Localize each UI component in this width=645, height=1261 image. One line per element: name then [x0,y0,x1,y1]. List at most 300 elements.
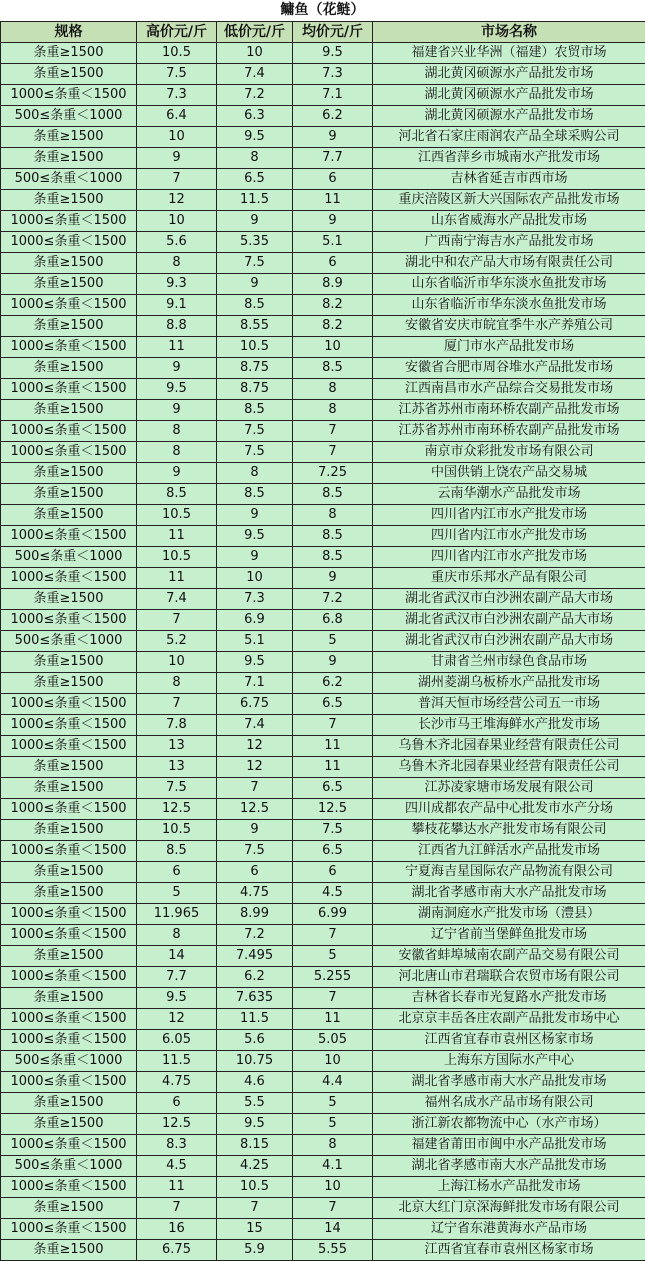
col-header-high-price: 高价元/斤 [137,22,217,43]
cell-spec: 条重≥1500 [1,1198,137,1219]
table-row [1,1072,645,1093]
cell-market: 湖北省武汉市白沙洲农副产品大市场 [373,589,645,610]
cell-high-price: 9.5 [137,988,217,1009]
cell-spec: 1000≤条重＜1500 [1,694,137,715]
cell-low-price: 7.495 [217,946,293,967]
cell-market: 湖北省武汉市白沙洲农副产品大市场 [373,610,645,631]
cell-market: 重庆市乐邦水产品有限公司 [373,568,645,589]
cell-low-price: 7.5 [217,442,293,463]
cell-high-price: 10.5 [137,43,217,64]
cell-avg-price: 6.99 [293,904,373,925]
cell-low-price: 6.9 [217,610,293,631]
table-row [1,988,645,1009]
cell-high-price: 12 [137,190,217,211]
cell-high-price: 5.6 [137,232,217,253]
cell-high-price: 7.3 [137,85,217,106]
cell-market: 北京京丰岳各庄农副产品批发市场中心 [373,1009,645,1030]
table-row [1,1114,645,1135]
cell-avg-price: 4.5 [293,883,373,904]
cell-market: 安徽省合肥市周谷堆水产品批发市场 [373,358,645,379]
cell-low-price: 9 [217,274,293,295]
cell-market: 河北唐山市君瑞联合农贸市场有限公司 [373,967,645,988]
cell-market: 湖北黄冈硕源水产品批发市场 [373,85,645,106]
cell-spec: 条重≥1500 [1,358,137,379]
cell-low-price: 8.75 [217,358,293,379]
cell-avg-price: 5 [293,1093,373,1114]
cell-high-price: 4.5 [137,1156,217,1177]
cell-avg-price: 5 [293,1114,373,1135]
cell-market: 吉林省长春市光复路水产批发市场 [373,988,645,1009]
cell-low-price: 7.2 [217,85,293,106]
cell-avg-price: 11 [293,1009,373,1030]
cell-high-price: 9.5 [137,379,217,400]
table-row [1,295,645,316]
cell-spec: 1000≤条重＜1500 [1,442,137,463]
cell-low-price: 12 [217,757,293,778]
cell-market: 湖北黄冈硕源水产品批发市场 [373,106,645,127]
table-row [1,841,645,862]
table-row [1,400,645,421]
table-row [1,190,645,211]
cell-spec: 1000≤条重＜1500 [1,295,137,316]
cell-avg-price: 6.5 [293,694,373,715]
cell-high-price: 11.5 [137,1051,217,1072]
cell-avg-price: 6.5 [293,778,373,799]
cell-low-price: 5.6 [217,1030,293,1051]
cell-market: 宁夏海吉星国际农产品物流有限公司 [373,862,645,883]
cell-market: 山东省临沂市华东淡水鱼批发市场 [373,295,645,316]
cell-low-price: 8.5 [217,484,293,505]
cell-avg-price: 8.9 [293,274,373,295]
cell-avg-price: 7 [293,421,373,442]
cell-market: 江西省宜春市袁州区杨家市场 [373,1030,645,1051]
cell-low-price: 10.5 [217,337,293,358]
table-row [1,484,645,505]
cell-spec: 条重≥1500 [1,1093,137,1114]
cell-low-price: 9.5 [217,127,293,148]
cell-market: 湖北黄冈硕源水产品批发市场 [373,64,645,85]
cell-market: 湖北省孝感市南大水产品批发市场 [373,1072,645,1093]
table-row [1,232,645,253]
cell-low-price: 9.5 [217,1114,293,1135]
cell-avg-price: 11 [293,757,373,778]
cell-avg-price: 7 [293,925,373,946]
cell-high-price: 10.5 [137,820,217,841]
cell-low-price: 5.5 [217,1093,293,1114]
cell-low-price: 7.5 [217,421,293,442]
cell-low-price: 7.4 [217,715,293,736]
cell-high-price: 8 [137,421,217,442]
cell-avg-price: 8.5 [293,484,373,505]
table-body [1,43,645,1261]
table-row [1,148,645,169]
cell-market: 厦门市水产品批发市场 [373,337,645,358]
table-row [1,610,645,631]
table-row [1,463,645,484]
cell-avg-price: 5.55 [293,1240,373,1261]
cell-market: 福建省莆田市闽中水产品批发市场 [373,1135,645,1156]
cell-high-price: 9.1 [137,295,217,316]
cell-low-price: 7 [217,778,293,799]
cell-high-price: 7.7 [137,967,217,988]
cell-high-price: 8 [137,253,217,274]
cell-low-price: 7.5 [217,841,293,862]
cell-spec: 1000≤条重＜1500 [1,85,137,106]
table-row [1,106,645,127]
cell-spec: 条重≥1500 [1,820,137,841]
cell-avg-price: 7.5 [293,820,373,841]
cell-spec: 条重≥1500 [1,484,137,505]
cell-high-price: 7 [137,169,217,190]
cell-high-price: 13 [137,757,217,778]
cell-avg-price: 9.5 [293,43,373,64]
table-row [1,1240,645,1261]
cell-spec: 条重≥1500 [1,946,137,967]
table-row [1,1009,645,1030]
cell-spec: 1000≤条重＜1500 [1,967,137,988]
cell-market: 江西南昌市水产品综合交易批发市场 [373,379,645,400]
cell-avg-price: 4.4 [293,1072,373,1093]
table-row [1,967,645,988]
cell-market: 乌鲁木齐北园春果业经营有限责任公司 [373,757,645,778]
cell-market: 江西省萍乡市城南水产批发市场 [373,148,645,169]
cell-market: 甘肃省兰州市绿色食品市场 [373,652,645,673]
cell-market: 湖北中和农产品大市场有限责任公司 [373,253,645,274]
cell-avg-price: 8 [293,505,373,526]
cell-avg-price: 9 [293,211,373,232]
cell-high-price: 5 [137,883,217,904]
cell-spec: 条重≥1500 [1,505,137,526]
cell-avg-price: 7 [293,715,373,736]
cell-high-price: 6.05 [137,1030,217,1051]
cell-market: 江苏省苏州市南环桥农副产品批发市场 [373,421,645,442]
table-row [1,757,645,778]
table-row [1,43,645,64]
table-row [1,337,645,358]
cell-low-price: 8.55 [217,316,293,337]
cell-avg-price: 11 [293,736,373,757]
cell-high-price: 8.5 [137,484,217,505]
table-row [1,883,645,904]
table-row [1,1030,645,1051]
cell-high-price: 4.75 [137,1072,217,1093]
sheet-title: 鳙鱼（花鲢） [0,0,645,21]
cell-spec: 条重≥1500 [1,1114,137,1135]
cell-avg-price: 6.8 [293,610,373,631]
cell-high-price: 11 [137,526,217,547]
cell-low-price: 11.5 [217,1009,293,1030]
cell-high-price: 10.5 [137,505,217,526]
cell-high-price: 11 [137,1177,217,1198]
cell-avg-price: 8.2 [293,295,373,316]
cell-market: 普洱天恒市场经营公司五一市场 [373,694,645,715]
cell-low-price: 9 [217,547,293,568]
cell-low-price: 7.5 [217,253,293,274]
cell-market: 江西省宜春市袁州区杨家市场 [373,1240,645,1261]
cell-market: 四川省内江市水产批发市场 [373,526,645,547]
cell-high-price: 9 [137,400,217,421]
cell-market: 福州名成水产品市场有限公司 [373,1093,645,1114]
cell-spec: 1000≤条重＜1500 [1,799,137,820]
cell-market: 四川省内江市水产批发市场 [373,547,645,568]
cell-high-price: 8 [137,925,217,946]
cell-market: 广西南宁海吉水产品批发市场 [373,232,645,253]
table-row [1,1093,645,1114]
cell-low-price: 15 [217,1219,293,1240]
cell-avg-price: 7.2 [293,589,373,610]
cell-low-price: 5.1 [217,631,293,652]
cell-spec: 条重≥1500 [1,862,137,883]
cell-avg-price: 9 [293,652,373,673]
cell-spec: 1000≤条重＜1500 [1,232,137,253]
table-row [1,946,645,967]
cell-avg-price: 6.5 [293,841,373,862]
cell-spec: 条重≥1500 [1,148,137,169]
cell-spec: 条重≥1500 [1,253,137,274]
cell-avg-price: 8.5 [293,526,373,547]
cell-spec: 条重≥1500 [1,64,137,85]
cell-avg-price: 7 [293,442,373,463]
cell-market: 上海东方国际水产中心 [373,1051,645,1072]
cell-high-price: 10.5 [137,547,217,568]
cell-spec: 条重≥1500 [1,463,137,484]
cell-spec: 1000≤条重＜1500 [1,925,137,946]
cell-market: 四川省内江市水产批发市场 [373,505,645,526]
cell-low-price: 7 [217,1198,293,1219]
cell-low-price: 4.25 [217,1156,293,1177]
table-row [1,316,645,337]
cell-avg-price: 7.1 [293,85,373,106]
cell-spec: 1000≤条重＜1500 [1,337,137,358]
cell-avg-price: 8.2 [293,316,373,337]
cell-high-price: 7.4 [137,589,217,610]
table-row [1,1219,645,1240]
table-row [1,694,645,715]
cell-spec: 1000≤条重＜1500 [1,715,137,736]
cell-avg-price: 8 [293,379,373,400]
cell-avg-price: 11 [293,190,373,211]
cell-low-price: 12 [217,736,293,757]
cell-spec: 500≤条重＜1000 [1,1156,137,1177]
table-row [1,589,645,610]
cell-high-price: 10 [137,211,217,232]
cell-high-price: 8.8 [137,316,217,337]
cell-market: 辽宁省前当堡鲜鱼批发市场 [373,925,645,946]
table-row [1,904,645,925]
cell-high-price: 7 [137,1198,217,1219]
cell-avg-price: 5.1 [293,232,373,253]
cell-high-price: 11.965 [137,904,217,925]
cell-high-price: 9 [137,463,217,484]
col-header-low-price: 低价元/斤 [217,22,293,43]
cell-spec: 1000≤条重＜1500 [1,211,137,232]
cell-low-price: 5.9 [217,1240,293,1261]
cell-low-price: 6 [217,862,293,883]
table-row [1,820,645,841]
cell-avg-price: 7.3 [293,64,373,85]
table-row [1,1051,645,1072]
cell-high-price: 6 [137,1093,217,1114]
cell-high-price: 16 [137,1219,217,1240]
cell-low-price: 7.3 [217,589,293,610]
cell-spec: 500≤条重＜1000 [1,631,137,652]
cell-market: 中国供销上饶农产品交易城 [373,463,645,484]
cell-avg-price: 5 [293,946,373,967]
cell-spec: 条重≥1500 [1,190,137,211]
cell-low-price: 4.75 [217,883,293,904]
cell-spec: 条重≥1500 [1,1240,137,1261]
cell-high-price: 7.5 [137,778,217,799]
cell-spec: 条重≥1500 [1,400,137,421]
cell-high-price: 8 [137,442,217,463]
cell-spec: 1000≤条重＜1500 [1,904,137,925]
cell-low-price: 8 [217,463,293,484]
cell-low-price: 8.75 [217,379,293,400]
cell-low-price: 9 [217,820,293,841]
cell-low-price: 10 [217,43,293,64]
table-row [1,526,645,547]
col-header-spec: 规格 [1,22,137,43]
cell-low-price: 12.5 [217,799,293,820]
cell-high-price: 9 [137,358,217,379]
cell-spec: 条重≥1500 [1,274,137,295]
cell-avg-price: 10 [293,337,373,358]
table-row [1,379,645,400]
cell-market: 湖北省孝感市南大水产品批发市场 [373,1156,645,1177]
cell-spec: 条重≥1500 [1,757,137,778]
cell-low-price: 9 [217,211,293,232]
cell-low-price: 6.75 [217,694,293,715]
cell-high-price: 9.3 [137,274,217,295]
table-row [1,64,645,85]
cell-spec: 条重≥1500 [1,316,137,337]
cell-market: 云南华潮水产品批发市场 [373,484,645,505]
cell-low-price: 8.15 [217,1135,293,1156]
cell-market: 湖北省武汉市白沙洲农副产品大市场 [373,631,645,652]
cell-low-price: 9.5 [217,526,293,547]
cell-low-price: 8.99 [217,904,293,925]
cell-avg-price: 8.5 [293,547,373,568]
table-row [1,799,645,820]
cell-low-price: 7.635 [217,988,293,1009]
cell-spec: 1000≤条重＜1500 [1,1135,137,1156]
cell-high-price: 9 [137,148,217,169]
table-row [1,862,645,883]
cell-high-price: 6.75 [137,1240,217,1261]
cell-high-price: 11 [137,337,217,358]
cell-high-price: 12.5 [137,799,217,820]
cell-market: 重庆涪陵区新大兴国际农产品批发市场 [373,190,645,211]
table-row [1,211,645,232]
cell-avg-price: 10 [293,1051,373,1072]
cell-market: 湖南洞庭水产批发市场（澧县） [373,904,645,925]
table-row [1,274,645,295]
cell-spec: 500≤条重＜1000 [1,106,137,127]
cell-low-price: 9.5 [217,652,293,673]
cell-low-price: 7.1 [217,673,293,694]
cell-low-price: 6.5 [217,169,293,190]
table-row [1,1156,645,1177]
cell-spec: 1000≤条重＜1500 [1,736,137,757]
cell-low-price: 7.2 [217,925,293,946]
table-row [1,1177,645,1198]
cell-avg-price: 12.5 [293,799,373,820]
cell-high-price: 8.3 [137,1135,217,1156]
cell-spec: 1000≤条重＜1500 [1,1030,137,1051]
cell-market: 安徽省安庆市皖宜季牛水产养殖公司 [373,316,645,337]
cell-avg-price: 6 [293,862,373,883]
cell-low-price: 8 [217,148,293,169]
cell-spec: 1000≤条重＜1500 [1,1009,137,1030]
cell-spec: 500≤条重＜1000 [1,169,137,190]
cell-spec: 500≤条重＜1000 [1,547,137,568]
cell-market: 江西省九江鲜活水产品批发市场 [373,841,645,862]
cell-avg-price: 7 [293,988,373,1009]
cell-spec: 1000≤条重＜1500 [1,526,137,547]
cell-avg-price: 8.5 [293,358,373,379]
cell-market: 湖北省孝感市南大水产品批发市场 [373,883,645,904]
cell-spec: 1000≤条重＜1500 [1,1177,137,1198]
cell-avg-price: 7.7 [293,148,373,169]
cell-market: 福建省兴业华洲（福建）农贸市场 [373,43,645,64]
cell-spec: 条重≥1500 [1,673,137,694]
cell-high-price: 7 [137,610,217,631]
cell-avg-price: 8 [293,400,373,421]
cell-low-price: 10.75 [217,1051,293,1072]
cell-market: 上海江杨水产品批发市场 [373,1177,645,1198]
cell-high-price: 13 [137,736,217,757]
cell-spec: 条重≥1500 [1,43,137,64]
table-row [1,253,645,274]
table-row [1,547,645,568]
cell-spec: 500≤条重＜1000 [1,1051,137,1072]
table-row [1,169,645,190]
table-row [1,778,645,799]
cell-market: 江苏凌家塘市场发展有限公司 [373,778,645,799]
cell-spec: 1000≤条重＜1500 [1,841,137,862]
cell-market: 攀枝花攀达水产批发市场有限公司 [373,820,645,841]
cell-low-price: 9 [217,505,293,526]
cell-high-price: 10 [137,127,217,148]
cell-avg-price: 6 [293,253,373,274]
cell-high-price: 11 [137,568,217,589]
col-header-avg-price: 均价元/斤 [293,22,373,43]
cell-avg-price: 5.255 [293,967,373,988]
cell-market: 乌鲁木齐北园春果业经营有限责任公司 [373,736,645,757]
cell-low-price: 7.4 [217,64,293,85]
table-row [1,631,645,652]
cell-high-price: 10 [137,652,217,673]
cell-avg-price: 9 [293,127,373,148]
cell-high-price: 14 [137,946,217,967]
cell-avg-price: 14 [293,1219,373,1240]
cell-spec: 1000≤条重＜1500 [1,1072,137,1093]
cell-spec: 条重≥1500 [1,127,137,148]
table-row [1,568,645,589]
col-header-market: 市场名称 [373,22,645,43]
cell-high-price: 12 [137,1009,217,1030]
cell-avg-price: 5.05 [293,1030,373,1051]
cell-avg-price: 7.25 [293,463,373,484]
cell-avg-price: 10 [293,1177,373,1198]
cell-market: 辽宁省东港黄海水产品市场 [373,1219,645,1240]
table-row [1,1198,645,1219]
cell-avg-price: 5 [293,631,373,652]
cell-market: 南京市众彩批发市场有限公司 [373,442,645,463]
table-row [1,358,645,379]
cell-avg-price: 4.1 [293,1156,373,1177]
cell-avg-price: 9 [293,568,373,589]
